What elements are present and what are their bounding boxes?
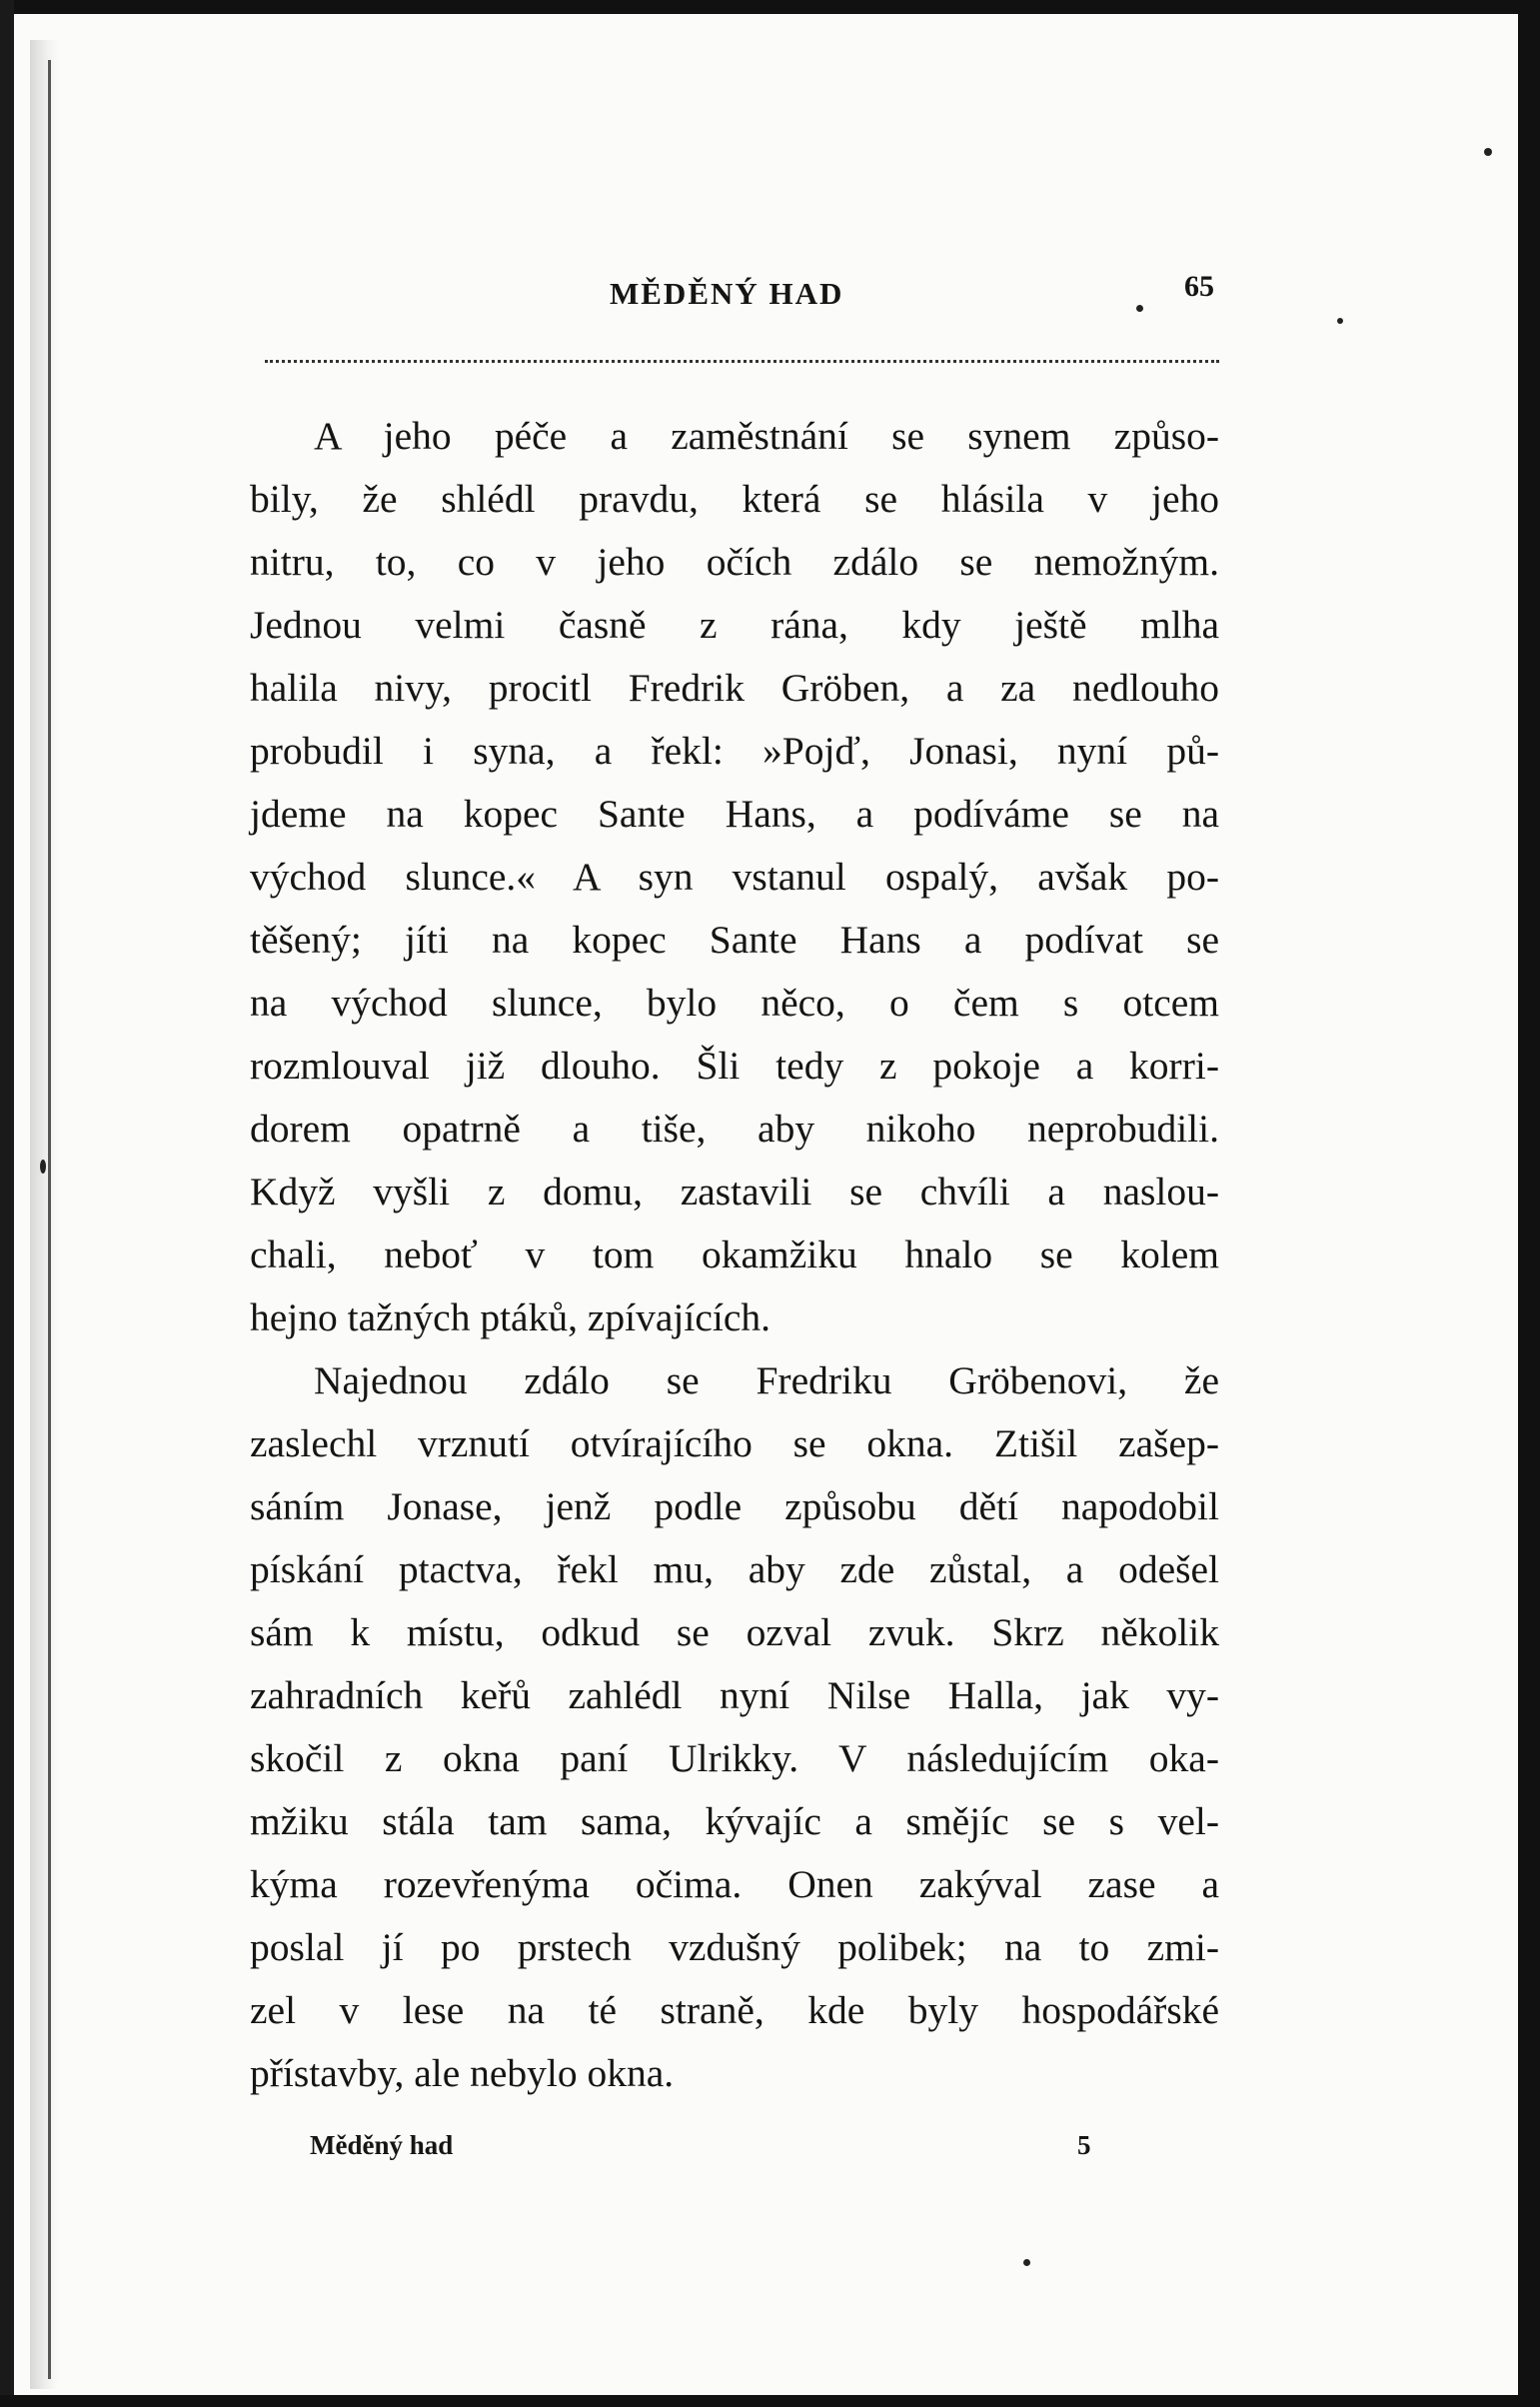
dust-speck [1484, 148, 1492, 156]
running-title: MĚDĚNÝ HAD [610, 276, 844, 311]
text-line: zahradních keřů zahlédl nyní Nilse Halla, jak vy- [250, 1673, 1219, 1717]
text-line: Najednou zdálo se Fredriku Gröbenovi, že [314, 1358, 1219, 1402]
text-line: Jednou velmi časně z rána, kdy ještě mlha [250, 603, 1219, 647]
text-line: kýma rozevřenýma očima. Onen zakýval zase a [250, 1862, 1219, 1906]
text-line: sám k místu, odkud se ozval zvuk. Skrz několik [250, 1610, 1219, 1654]
scan-border-bottom [0, 2395, 1540, 2407]
text-line: skočil z okna paní Ulrikky. V následujícím oka- [250, 1736, 1219, 1780]
text-line: nitru, to, co v jeho očích zdálo se nemožným. [250, 540, 1219, 584]
text-line: přístavby, ale nebylo okna. [250, 2051, 675, 2095]
signature-mark: 5 [1077, 2130, 1091, 2160]
book-spine-shadow [30, 40, 58, 2389]
text-line: chali, neboť v tom okamžiku hnalo se kolem [250, 1232, 1219, 1276]
book-spine-line [48, 60, 51, 2379]
text-line: probudil i syna, a řekl: »Pojď, Jonasi, nyní pů- [250, 729, 1219, 773]
dust-speck [1337, 318, 1343, 324]
dust-speck [1023, 2259, 1030, 2266]
scan-border-right [1518, 0, 1540, 2407]
dust-speck [40, 1160, 46, 1174]
header-rule [265, 360, 1219, 363]
text-line: rozmlouval již dlouho. Šli tedy z pokoje a korri- [250, 1044, 1219, 1088]
text-line: A jeho péče a zaměstnání se synem způso- [314, 414, 1219, 458]
page-number: 65 [1184, 270, 1214, 303]
text-line: zel v lese na té straně, kde byly hospodářské [250, 1988, 1219, 2032]
page-header [260, 270, 1229, 320]
text-line: jdeme na kopec Sante Hans, a podíváme se na [250, 792, 1219, 836]
text-line: Když vyšli z domu, zastavili se chvíli a naslou- [250, 1170, 1219, 1213]
page-body-text [250, 405, 1219, 2105]
text-line: mžiku stála tam sama, kývajíc a smějíc se s vel- [250, 1799, 1219, 1843]
text-line: na východ slunce, bylo něco, o čem s otcem [250, 981, 1219, 1025]
text-line: poslal jí po prstech vzdušný polibek; na to zmi- [250, 1925, 1219, 1969]
text-line: hejno tažných ptáků, zpívajících. [250, 1295, 770, 1339]
page-footer [300, 2124, 1119, 2169]
scan-border-top [0, 0, 1540, 14]
text-line: pískání ptactva, řekl mu, aby zde zůstal, a odešel [250, 1547, 1219, 1591]
text-line: dorem opatrně a tiše, aby nikoho neprobudili. [250, 1107, 1219, 1151]
text-line: sáním Jonase, jenž podle způsobu dětí napodobil [250, 1484, 1219, 1528]
printer-signature: Měděný had [310, 2130, 454, 2160]
text-line: východ slunce.« A syn vstanul ospalý, avšak po- [250, 855, 1219, 899]
text-line: bily, že shlédl pravdu, která se hlásila v jeho [250, 477, 1219, 521]
text-line: těšený; jíti na kopec Sante Hans a podívat se [250, 918, 1219, 962]
text-line: zaslechl vrznutí otvírajícího se okna. Ztišil zašep- [250, 1421, 1219, 1465]
text-line: halila nivy, procitl Fredrik Gröben, a za nedlouho [250, 666, 1219, 710]
scan-border-left [0, 0, 14, 2407]
